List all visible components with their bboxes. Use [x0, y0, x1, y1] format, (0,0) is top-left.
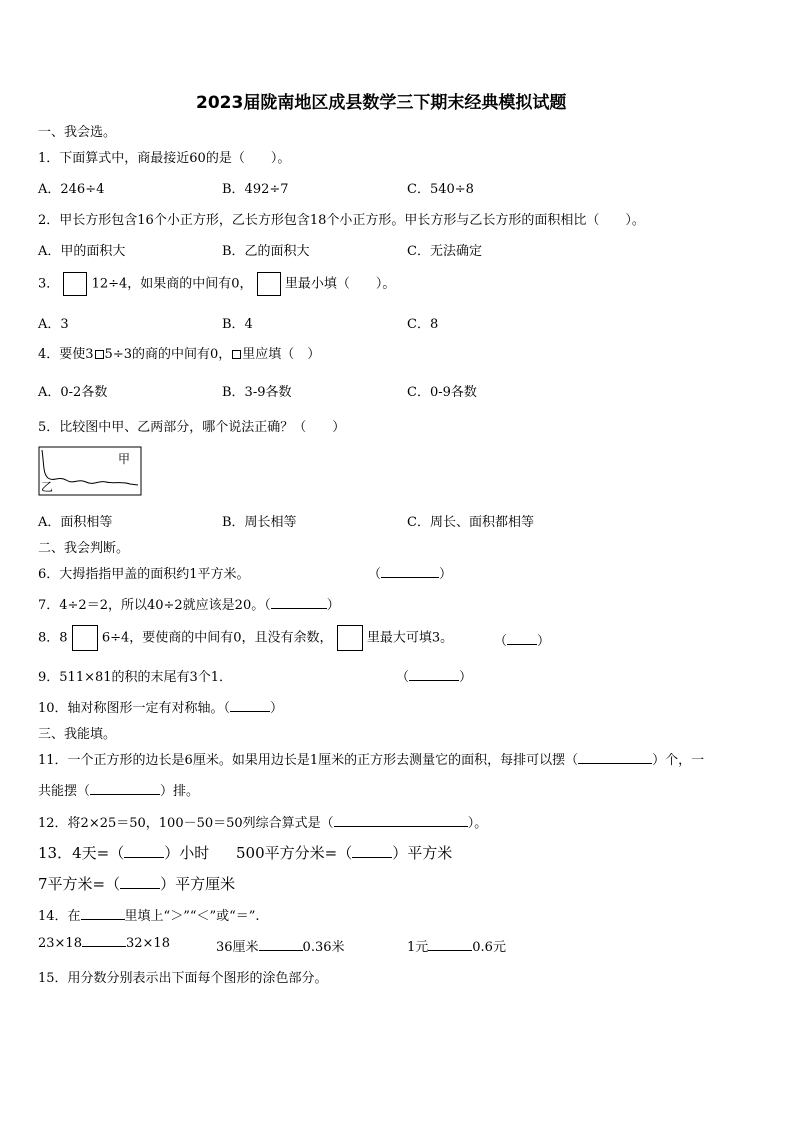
- q4-option-a: A．0-2各数: [38, 385, 108, 400]
- q12-blank[interactable]: [334, 826, 468, 827]
- question-10: [38, 697, 283, 716]
- q3-text-1: 12÷4，如果商的中间有0，: [91, 276, 253, 292]
- q4-text-3: 里应填（ ）: [242, 347, 321, 362]
- q7-paren-close: ）: [326, 598, 340, 613]
- q11-blank-2[interactable]: [90, 794, 160, 795]
- q3-option-b: B．4: [222, 317, 253, 332]
- q13-text-2: ）小时: [164, 844, 210, 862]
- q14-e1-left: 23×18: [38, 936, 82, 951]
- q14-expr-1: [38, 936, 170, 951]
- q7-blank[interactable]: [271, 608, 327, 609]
- q13-text-6: ）平方厘米: [160, 875, 236, 893]
- q8-digit-box-ref: [337, 625, 363, 651]
- q14-expr-3: [407, 936, 506, 955]
- q14-blank-1[interactable]: [82, 946, 126, 947]
- q9-blank[interactable]: [409, 680, 459, 681]
- q8-text-1: 8．8: [38, 630, 68, 646]
- page-title: 2023届陇南地区成县数学三下期末经典模拟试题: [196, 93, 567, 113]
- q8-paren-open: （: [494, 634, 508, 649]
- q14-e3-left: 1元: [407, 940, 429, 955]
- q4-text-2: 5÷3的商的中间有0，: [104, 347, 232, 362]
- q7-text: 7．4÷2＝2，所以40÷2就应该是20。（: [38, 598, 271, 613]
- q13-blank-1[interactable]: [124, 857, 164, 858]
- q10-text: 10．轴对称图形一定有对称轴。（: [38, 701, 231, 716]
- q2-option-c: C．无法确定: [407, 244, 482, 259]
- q5-label-yi: 乙: [41, 480, 54, 494]
- question-14: [38, 905, 260, 924]
- q3-option-c: C．8: [407, 317, 439, 332]
- q5-option-c: C．周长、面积都相等: [407, 515, 534, 530]
- q5-label-jia: 甲: [118, 452, 131, 466]
- q9-answer: [396, 666, 472, 685]
- q6-paren-close: ）: [439, 567, 453, 582]
- q4-text-1: 4．要使3: [38, 347, 94, 362]
- q4-digit-box-ref: [232, 350, 241, 359]
- q1-option-a: A．246÷4: [38, 182, 105, 197]
- q10-blank[interactable]: [230, 711, 270, 712]
- q2-option-b: B．乙的面积大: [222, 244, 310, 259]
- q11-text-3: 共能摆（: [38, 784, 91, 799]
- q3-text-2: 里最小填（ ）。: [284, 276, 396, 292]
- q6-answer: [368, 563, 452, 582]
- q9-paren-close: ）: [459, 670, 473, 685]
- question-8: [38, 625, 453, 651]
- section-1-heading: 一、我会选。: [38, 125, 117, 140]
- q1-option-b: B．492÷7: [222, 182, 289, 197]
- q4-option-c: C．0-9各数: [407, 385, 477, 400]
- q14-blank-3[interactable]: [428, 950, 472, 951]
- q9-paren-open: （: [396, 670, 410, 685]
- question-9: 9．511×81的积的末尾有3个1．: [38, 670, 233, 685]
- question-2: 2．甲长方形包含16个小正方形，乙长方形包含18个小正方形。甲长方形与乙长方形的面积相比（ ）。: [38, 213, 645, 228]
- q14-expr-2: [216, 936, 345, 955]
- question-5: 5．比较图中甲、乙两部分，哪个说法正确？（ ）: [38, 420, 346, 435]
- q14-e2-right: 0.36米: [302, 940, 345, 955]
- section-2-heading: 二、我会判断。: [38, 541, 130, 556]
- q3-number: 3．: [38, 276, 60, 292]
- q3-digit-box: [63, 272, 87, 296]
- q6-paren-open: （: [368, 567, 382, 582]
- q14-e1-right: 32×18: [125, 936, 170, 951]
- q11-text-1: 11．一个正方形的边长是6厘米。如果用边长是1厘米的正方形去测量它的面积，每排可以摆（: [38, 753, 579, 768]
- question-11-line-1: [38, 749, 704, 768]
- question-7: [38, 594, 340, 613]
- question-13-line-2: [38, 873, 235, 894]
- q12-text-2: ）。: [467, 816, 488, 831]
- question-1: 1．下面算式中，商最接近60的是（ ）。: [38, 151, 291, 166]
- q14-e2-left: 36厘米: [216, 940, 259, 955]
- q13-text-1: 13．4天=（: [38, 844, 125, 862]
- q11-text-2: ）个，一: [652, 753, 705, 768]
- q4-option-b: B．3-9各数: [222, 385, 292, 400]
- question-15: 15．用分数分别表示出下面每个图形的涂色部分。: [38, 971, 328, 986]
- q13-blank-2[interactable]: [352, 857, 392, 858]
- q8-blank[interactable]: [507, 644, 537, 645]
- q14-blank-2[interactable]: [259, 950, 303, 951]
- q8-text-2: 6÷4，要使商的中间有0，且没有余数，: [101, 630, 333, 646]
- q8-digit-box: [72, 625, 98, 651]
- q8-answer: [494, 630, 550, 649]
- q4-digit-box: [95, 350, 104, 359]
- question-13-line-1: [38, 842, 209, 863]
- question-4: [38, 343, 320, 362]
- q14-blank-example: [81, 919, 125, 920]
- q6-blank[interactable]: [381, 577, 439, 578]
- q3-digit-box-ref: [257, 272, 281, 296]
- q1-option-c: C．540÷8: [407, 182, 474, 197]
- q8-text-3: 里最大可填3。: [366, 630, 454, 646]
- q13-text-4: ）平方米: [392, 844, 453, 862]
- q2-option-a: A．甲的面积大: [38, 244, 126, 259]
- question-6: 6．大拇指指甲盖的面积约1平方米。: [38, 567, 250, 582]
- section-3-heading: 三、我能填。: [38, 727, 117, 742]
- q5-option-b: B．周长相等: [222, 515, 297, 530]
- q8-paren-close: ）: [537, 634, 551, 649]
- q14-text-1: 14．在: [38, 909, 81, 924]
- q5-figure: [38, 446, 142, 496]
- question-12: [38, 812, 487, 831]
- q14-e3-right: 0.6元: [472, 940, 506, 955]
- q11-text-4: ）排。: [160, 784, 200, 799]
- q14-text-2: 里填上“＞”“＜”或“＝”.: [124, 909, 260, 924]
- q3-option-a: A．3: [38, 317, 69, 332]
- question-13-line-1b: [236, 842, 452, 863]
- q13-blank-3[interactable]: [120, 888, 160, 889]
- q10-paren-close: ）: [270, 701, 284, 716]
- q13-text-3: 500平方分米=（: [236, 844, 353, 862]
- q12-text-1: 12．将2×25＝50，100－50＝50列综合算式是（: [38, 816, 334, 831]
- q5-option-a: A．面积相等: [38, 515, 113, 530]
- q11-blank-1[interactable]: [578, 763, 652, 764]
- q13-text-5: 7平方米=（: [38, 875, 121, 893]
- question-3: [38, 272, 395, 296]
- question-11-line-2: [38, 780, 199, 799]
